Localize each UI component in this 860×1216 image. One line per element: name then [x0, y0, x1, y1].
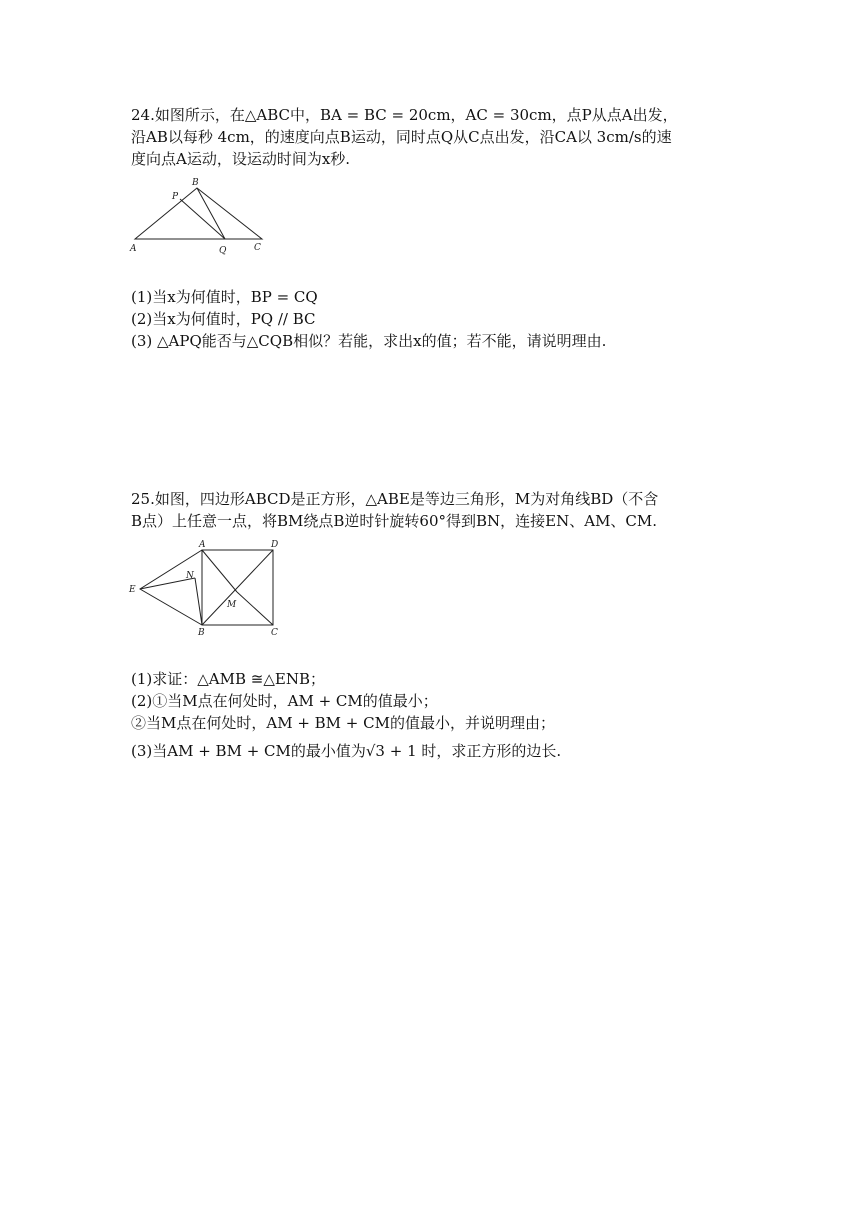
segment-am — [202, 550, 237, 592]
problem-24-line-1: 24.如图所示，在△ABC中，BA = BC = 20cm，AC = 30cm，点P从点A出发， — [131, 106, 678, 124]
segment-bq — [197, 188, 225, 239]
problem-25 — [131, 488, 751, 532]
label-d: D — [271, 540, 279, 550]
question-25-3: (3)当AM + BM + CM的最小值为√3 + 1 时，求正方形的边长. — [131, 742, 562, 760]
problem-24-questions — [131, 286, 751, 352]
problem-24-line-3: 度向点A运动，设运动时间为x秒. — [131, 150, 351, 168]
diagonal-bd — [202, 550, 273, 625]
question-25-1: (1)求证：△AMB ≅△ENB； — [131, 670, 325, 688]
triangle-abc — [135, 188, 262, 239]
segment-bn — [195, 578, 202, 625]
question-24-2: (2)当x为何值时，PQ // BC — [131, 310, 316, 328]
label-e: E — [129, 585, 136, 595]
problem-25-line-2: B点）上任意一点，将BM绕点B逆时针旋转60°得到BN，连接EN、AM、CM. — [131, 512, 658, 530]
label-b: B — [198, 628, 205, 638]
label-q: Q — [219, 246, 227, 256]
segment-cm — [237, 592, 273, 625]
problem-24-line-2: 沿AB以每秒 4cm，的速度向点B运动，同时点Q从C点出发，沿CA以 3cm/s的速 — [131, 128, 672, 146]
square-abcd-figure — [125, 536, 290, 642]
label-a: A — [130, 244, 137, 254]
question-25-2-1: (2)①当M点在何处时，AM + CM的值最小； — [131, 692, 438, 710]
label-c: C — [271, 628, 278, 638]
problem-25-line-1: 25.如图，四边形ABCD是正方形，△ABE是等边三角形，M为对角线BD（不含 — [131, 490, 659, 508]
triangle-abc-figure — [125, 176, 275, 258]
question-25-2-2: ②当M点在何处时，AM + BM + CM的值最小，并说明理由； — [131, 714, 555, 732]
problem-24 — [131, 104, 751, 170]
label-a: A — [199, 540, 206, 550]
question-24-1: (1)当x为何值时，BP = CQ — [131, 288, 318, 306]
label-p: P — [172, 192, 179, 202]
question-24-3: (3) △APQ能否与△CQB相似？若能，求出x的值；若不能，请说明理由. — [131, 332, 607, 350]
label-b: B — [192, 178, 199, 188]
problem-25-questions — [131, 668, 751, 762]
label-m: M — [227, 600, 237, 610]
label-c: C — [254, 243, 261, 253]
label-n: N — [186, 571, 194, 581]
